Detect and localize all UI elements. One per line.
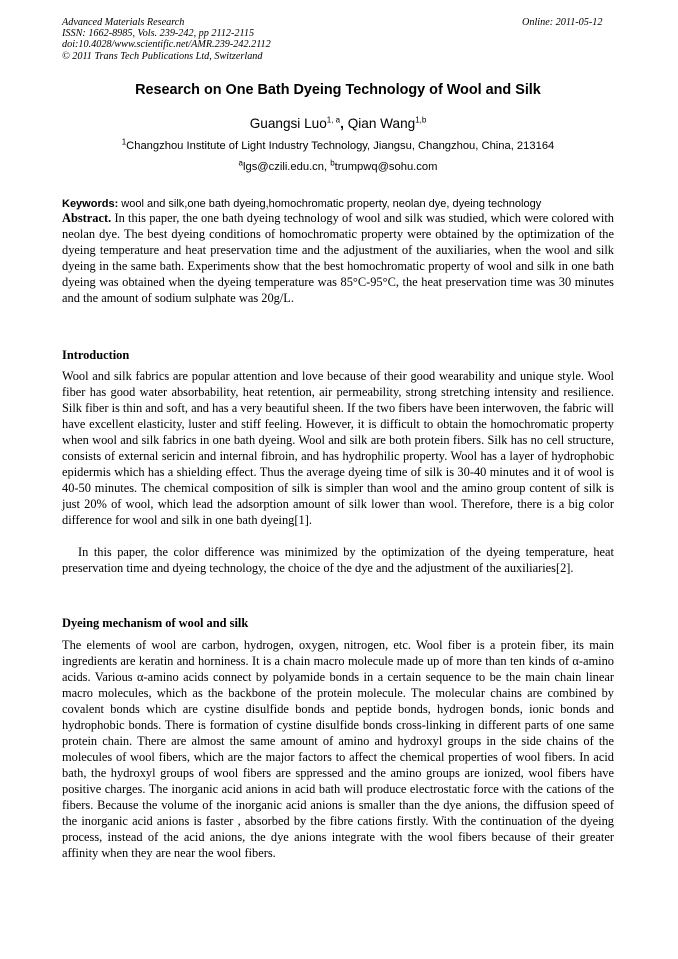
email-address: trumpwq@sohu.com xyxy=(334,161,438,173)
author-line xyxy=(62,115,614,132)
paper-title: Research on One Bath Dyeing Technology of Wool and Silk xyxy=(135,82,541,98)
author-separator: , xyxy=(340,116,344,131)
author-name: Qian Wang xyxy=(347,116,416,131)
body-paragraph: Wool and silk fabrics are popular attention and love because of their good wearability and unique style. Wool fiber has good water absorbability, heat retention, air permeability, strong stretching intensity and resilience. Silk fiber is thin and soft, and has a very beautiful sheen. If the two fibers have been interwoven, the fabric will have excellent elasticity, luster and stiff feeling. However, it is difficult to obtain the homochromatic property when wool and silk fabrics in one bath dyeing. Wool and silk are both protein fibers. Silk has no cell structure, consists of external sericin and internal fibroin, and has hydrophilic property. Wool has a layer of hydrophobic epidermis which has a shielding effect. Thus the average dyeing time of silk is 30-40 minutes and it of wool is 40-50 minutes. The chemical composition of silk is simpler than wool and the amino group content of silk is just 20% of wool, which lead the adsorption amount of silk lower than wool. Therefore, there is a big color difference for wool and silk in one bath dyeing[1]. xyxy=(62,369,614,527)
abstract-label: Abstract. xyxy=(62,211,112,225)
affiliation-text: Changzhou Institute of Light Industry Technology, Jiangsu, Changzhou, China, 213164 xyxy=(126,140,555,152)
keywords xyxy=(62,197,622,211)
author-affiliation-mark: 1,b xyxy=(415,115,427,125)
email-mark: a xyxy=(238,158,243,168)
journal-name: Advanced Materials Research xyxy=(62,17,185,28)
online-date: Online: 2011-05-12 xyxy=(522,17,603,28)
issn-line: ISSN: 1662-8985, Vols. 239-242, pp 2112-2115 xyxy=(62,28,255,40)
email-mark: b xyxy=(330,158,335,168)
section-heading: Introduction xyxy=(62,348,130,362)
abstract xyxy=(62,210,614,306)
keywords-label: Keywords: xyxy=(62,198,119,210)
affiliation xyxy=(62,139,614,153)
keywords-text: wool and silk,one bath dyeing,homochromatic property, neolan dye, dyeing technology xyxy=(118,198,542,210)
author-name: Guangsi Luo xyxy=(249,116,327,131)
body-paragraph: The elements of wool are carbon, hydrogen, oxygen, nitrogen, etc. Wool fiber is a protein fiber, its main ingredients are keratin and horniness. It is a chain macro molecule made up of more than ten kinds of α-amino acids. Various α-amino acids connect by polyamide bonds in a certain sequence to be the main chain linear macro molecules, which as the backbone of the protein molecule. The molecular chains are combined by covalent bonds which are cystine disulfide bonds and peptide bonds, hydrogen bonds, ionic bonds and hydrophobic bonds. There is formation of cystine disulfide bonds cross-linking in different parts of one same protein chain. There are almost the same amount of amino and hydroxyl groups in the side chains of the molecules of wool fibers, which are the major factors to affect the chemical properties of wool fibers. In acid bath, the hydroxyl groups of wool fibers are sppressed and the amino groups are ionized, wool fibers have positive charges. The inorganic acid anions in acid bath will produce electrostatic force with the cations of the fibers. Because the volume of the inorganic acid anions is smaller than the dye anions, the diffusion speed of the inorganic acid anions is faster , absorbed by the fibre cations firstly. With the continuation of the dyeing process, instead of the acid anions, the dye anions integrate with the wool fibers because of their greater affinity when they are near the wool fibers. xyxy=(62,638,614,860)
body-paragraph: In this paper, the color difference was minimized by the optimization of the dyeing temperature, heat preservation time and dyeing technology, the choice of the dye and the adjustment of the auxiliaries[2]. xyxy=(62,545,614,575)
affiliation-mark: 1 xyxy=(121,137,127,147)
journal-header xyxy=(62,17,271,62)
author-affiliation-mark: 1, a xyxy=(326,115,341,125)
email-line xyxy=(62,160,614,174)
abstract-text: In this paper, the one bath dyeing technology of wool and silk was studied, which were colored with neolan dye. The best dyeing conditions of homochromatic property were obtained by the optimization of the dyeing temperature and heat preservation time and the adjustment of the auxiliaries, when the wool and silk dyeing in the same bath. Experiments show that the best homochromatic property of wool and silk in one bath dyeing was obtained when the dyeing temperature was 85°C-95°C, the heat preservation time was 30 minutes and the amount of sodium sulphate was 20g/L. xyxy=(62,211,614,305)
doi-line: doi:10.4028/www.scientific.net/AMR.239-242.2112 xyxy=(62,39,271,51)
section-heading: Dyeing mechanism of wool and silk xyxy=(62,616,249,630)
copyright-line: © 2011 Trans Tech Publications Ltd, Switzerland xyxy=(62,50,263,62)
email-address: lgs@czili.edu.cn, xyxy=(243,161,331,173)
